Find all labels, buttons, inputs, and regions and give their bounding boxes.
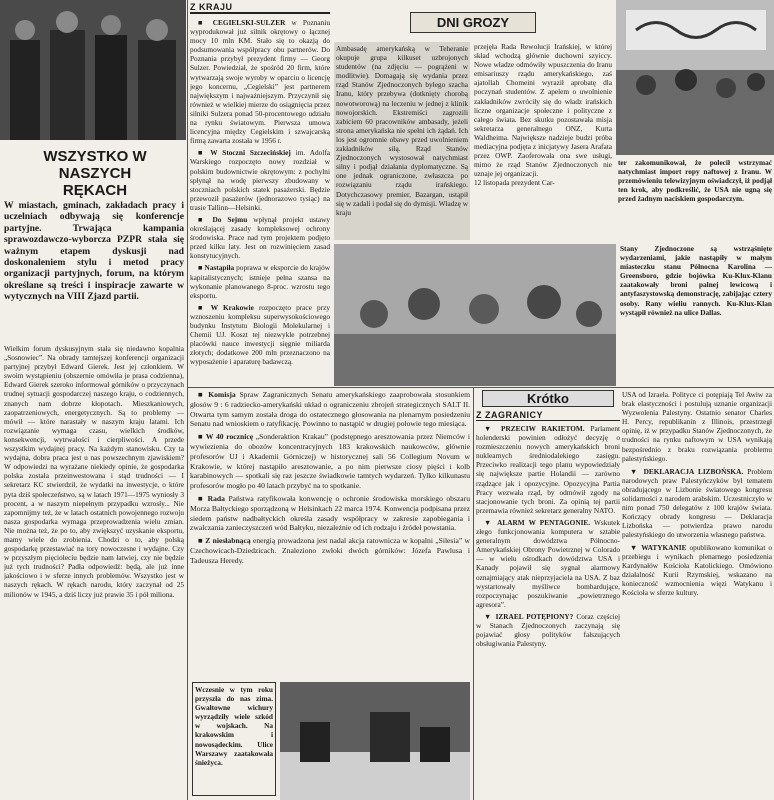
news-item-text: w Poznaniu wyprodukował już silnik okrętowy o łącznej mocy 10 mln KM. Stało się to okazją do podsumowania współpracy obu partnerów. Do Poznania przybył prezydent firmy — Georg Sulzer. Powiedział, że spośród 20 firm, które wytwarzają swoje wyroby w oparciu o licencję jego koncernu, „Cegielski” jest partnerem największym i najważniejszym. Przyczynił się również w wielkiej mierze do osiągnięcia przez silniki Sulzera ponad 50-procentowego udziału na rynku światowym. Pierwsza umowa licencyjna między Cegielskim i szwajcarską firmą zawarta została w 1956 r. bbox=[190, 18, 330, 146]
caption-right bbox=[620, 244, 772, 384]
grozy-col1 bbox=[334, 42, 470, 240]
krajo-column bbox=[190, 2, 330, 386]
photo-delegates-image bbox=[0, 0, 186, 140]
grozy-col3-text: ter zakomunikował, że polecił wstrzymać natychmiast import ropy naftowej z Iranu. W przemówieniu telewizyjnym oświadczył, iż podjął ten krok, aby podkreślić, że USA nie ugną się przed żadnym naciskiem gospodarczym. bbox=[618, 158, 772, 204]
news-item-lead: ■ Rada bbox=[198, 493, 225, 503]
news-item-text: rozpoczęto prace przy wznoszeniu kompleksu superwysokościowego budynku Instytutu Biologii Molekularnej i Chemii UJ. Koszt tej niezwykle potrzebnej placówki nauce inwestycji sięgnie miliarda złotych; dodatkowe 200 mln przeznaczono na wyposażenie i aparaturę badawczą. bbox=[190, 302, 330, 367]
photo-demonstrators-image bbox=[616, 0, 774, 155]
photo-demonstrators bbox=[616, 0, 774, 155]
news-item-lead: ▼ IZRAEL POTĘPIONY? bbox=[484, 611, 574, 621]
krotko-col2-block bbox=[622, 390, 772, 800]
news-item-text: poprawa w eksporcie do krajów kapitalistycznych; istnieje pełna szansa na wykonanie planowanego 8-proc. wzrostu tego eksportu. bbox=[190, 263, 330, 300]
weather-caption bbox=[192, 682, 276, 796]
news-item bbox=[476, 612, 620, 648]
news-item bbox=[190, 432, 470, 491]
grozy-col2 bbox=[474, 42, 612, 240]
weather-text: Wczesnie w tym roku przyszła do nas zima. Gwałtowne wichury wyrządziły wiele szkód w wojskach. Na krakowskim i nowosądeckim. Ulice Warszawy zaatakowała śnieżyca. bbox=[195, 685, 273, 767]
krajo-items bbox=[190, 18, 330, 366]
news-item-lead: ▼ DEKLARACJA LIZBOŃSKA. bbox=[630, 466, 744, 476]
news-item bbox=[190, 148, 330, 212]
caption-right-text: Stany Zjednoczone są wstrząśnięte wydarzeniami, jakie nastąpiły w małym miasteczku stanu Północna Karolina — Greensboro, gdzie bojówka Ku-Klux-Klanu zaatakowały broni palnej lewicową i antyfaszystowską demonstrację, zabijając cztery osoby. Rany wieliu rannych. Ku-Klux-Klan wystąpił również na ulice Dallas. bbox=[620, 244, 772, 317]
news-item-lead: ■ Nastąpiła bbox=[198, 263, 235, 273]
news-item bbox=[190, 18, 330, 145]
grozy-headline: DNI GROZY bbox=[410, 12, 536, 33]
news-item-text: Państwa ratyfikowała konwencję o ochronie środowiska morskiego obszaru Morza Bałtyckiego sporządzoną w Helsinkach 22 marca 1974. Konwencja podpisana przez siedem państw nadbałtyckich określa zasady współpracy w zakresie zapobiegania i zwalczania zanieczyszczeń wód Bałtyku, niezależnie od ich rodzaju i źródeł powstania. bbox=[190, 493, 470, 533]
news-item bbox=[476, 424, 620, 515]
news-item-text: energią prowadzona jest nadal akcja ratownicza w kopalni „Silesia” w Czechowicach-Dziedzicach. Znaleziono zwłoki dwóch górników: Józefa Pawlusa i Tadeusza Heredy. bbox=[190, 536, 470, 565]
grozy-date: 12 listopada prezydent Car- bbox=[474, 178, 555, 188]
news-item bbox=[190, 494, 470, 533]
grozy-col2-text: przejęła Rada Rewolucji Irańskiej, w której skład wchodzą głównie duchowni szyiccy. Nowe władze odmówiły wpuszczenia do Iranu emisariuszy rządu amerykańskiego, zaś ajatollah Chomeini wyraził aprobatę dla poczynań studentów. Z apelem o uwolnienie zakładników zwróciły się do władz irańskich liczne organizacje społeczne i polityczne z całego świata. Bez skutku pozostawała misja sekretarza generalnego ONZ, Kurta Waldheima. Największe nadzieje budzi próba mediacyjna podjęta z inicjatywy Jasera Arafata przez OWP. Zaoferowała ona swe usługi, mimo że rząd Stanów Zjednoczonych nie uznaje jej organizacji. bbox=[474, 42, 612, 179]
photo-delegates bbox=[0, 0, 186, 140]
news-item-text: Wskutek złego funkcjonowania komputera w sztabie generalnym dowództwa Północno-Amerykańskiej Obrony Powietrznej w Colorado — w wielu ośrodkach dowództwa USA i Kanady pojawił się sygnał alarmowy oznajmiający atak nieprzyjaciela na USA. Z baz wystartowały myśliwce bombardujące, rozpoczynając poszukiwanie „powietrznego agresora”. bbox=[476, 517, 620, 609]
news-item-text: Parlament holenderski powinien odłożyć decyzję o rozmieszczeniu nowych amerykańskich broni nuklearnych średniodalekiego zasięgu. Przeciwko realizacji tego planu wypowiedziały się największe partie Holandii — zarówno rządzące jak i opozycyjne. Opozycyjna Partia Pracy wezwała rząd, by odmówił zgody na stacjonowanie tych broni. Za opinią tej partii przemawia również sekretarz generalny NATO. bbox=[476, 424, 620, 515]
news-item-lead: ■ Z niesłabnącą bbox=[198, 536, 251, 546]
news-item-lead: ■ Komisja bbox=[198, 390, 236, 399]
news-item bbox=[622, 467, 772, 540]
photo-crowd-image bbox=[334, 244, 616, 386]
news-item-text: „Sonderaktion Krakau” (podstępnego aresztowania przez Niemców i wywiezienia do obozów koncentracyjnych 183 krakowskich naukowców, głównie profesorów UJ i Akademii Górniczej) w historycznej sali 56 Collegium Novum w Krakowie, w której nastąpiło aresztowanie, a po nim pierwsze ciosy pięści i kolb karabinowych — spotkali się raz jeszcze świadkowie tamtych wydarzeń. Tylko kilkunastu profesorów mogło po 40 latach przybyć na to spotkanie. bbox=[190, 432, 470, 491]
krotko-header: Krótko bbox=[482, 390, 614, 407]
left-lead bbox=[4, 200, 184, 303]
krajo-header: Z KRAJU bbox=[190, 2, 330, 14]
news-item-text: im. Adolfa Warskiego rozpoczęto nowy rozdział w polskim budownictwie okrętowym: z pochylni spłynął na wodę pierwszy zbudowany w stoczniach polskich statek pasażerski. Będzie przewoził pasażerów (jednorazowo tysiąc) na trasie Tallinn—Helsinki. bbox=[190, 148, 330, 212]
left-headline-text: WSZYSTKO W NASZYCH RĘKACH bbox=[43, 148, 147, 199]
news-item bbox=[622, 543, 772, 598]
left-headline bbox=[30, 148, 160, 199]
photo-crowd bbox=[334, 244, 616, 386]
news-item bbox=[190, 263, 330, 299]
news-item-text: wpłynął projekt ustawy określającej zasady kompleksowej ochrony środowiska. Prace nad tym projektem podjęto przed kilku laty. Jest on rozwinięciem zasad konstytucyjnych. bbox=[190, 214, 330, 261]
news-item-lead: ■ W Stoczni Szczecińskiej bbox=[198, 148, 291, 158]
news-item bbox=[190, 303, 330, 367]
news-item-lead: ■ W 40 rocznicę bbox=[198, 432, 254, 442]
news-item-text: Spraw Zagranicznych Senatu amerykańskiego zaaprobowała stosunkiem głosów 9 : 6 radziecko-amerykański układ o ograniczeniu zbrojeń strategicznych SALT II. Otwarta tym samym została droga do ostatecznego głosowania na plenarnym posiedzeniu Senatu nad wnioskiem o ratyfikację. Powinno to nastąpić w drugiej połowie tego miesiąca. bbox=[190, 390, 470, 429]
news-item bbox=[190, 536, 470, 565]
krotko-block bbox=[476, 390, 620, 800]
photo-snow bbox=[280, 682, 470, 800]
senat-block bbox=[190, 390, 470, 680]
left-body-text: Wielkim forum dyskusyjnym stała się niedawno kopalnia „Sosnowiec”. Na obrady tamtejszej konferencji organizacji partyjnej przybył Edward Gierek. Jest jej członkiem. W swoim wystąpieniu (obszernie omówiła je prasa codzienna), Edward Gierek szeroko informował górników o przyczynach trudnej sytuacji gospodarczej naszego kraju, o codziennych, znanych nam dobrze kłopotach. Mieszkaniowych, zaopatrzeniowych, energetycznych. Są to problemy — mówił — które narastały w naszym kraju latami. Ich rozwiązanie wymaga czasu, wielkich środków, konsekwencji, wytrwałości i cierpliwości. A przede wszystkim wydajnej pracy. Na każdym stanowisku. Czy ta wydajna, dobra praca jest u nas powszechnym zjawiskiem? W odpowiedzi na wyrażane niekiedy opinie, że gospodarka polska została przeinwestowana i stąd trudności — I sekretarz KC stwierdził, że wydatki na inwestycje, o które pyta dziś społeczeństwo, są w latach 1971—1975 wyniosły 3 procent, a w naszym niepełnym przypadku wzrosły... Nie zapomnijmy też, że w latach ostatnich powojennego rozwoju nasza gospodarka wymaga przeprowadzenia wielu zmian. Nie można też, że po to, aby zwiększyć uzyskanie eksportu, mamy wiele do zrobienia. Chodzi o to, aby polską gospodarkę przestawiać na tory nowoczesne i wydajne. Czy w przyszłym pięcioleciu będzie nam łatwiej, czy nie będzie już tych trudności? Padła odpowiedź: będą, ale już inne jakościowo i w sferze innych problemów. Wszystko jest w naszych rękach. W rękach narodu, który zaczynał od 25 milionów w 1945, a dziś liczy już prawie 35 i pół miliona. bbox=[4, 344, 184, 599]
krotko-items2 bbox=[622, 467, 772, 597]
news-item bbox=[476, 518, 620, 609]
news-item bbox=[190, 215, 330, 260]
krotko-col2-text: USA od Izraela. Polityce ci potępiają Tel Awiw za brak elastyczności i postulują uznanie organizacji Wyzwolenia Palestyny. Ostatnio senator Charles H. Percy, republikanin z Illinois, przestrzegł opinię, iż w przypadku Stanów Zjednoczonych, że trudności na rynku naftowym w USA wynikają bezpośrednio z braku rozwiązania problemu palestyńskiego. bbox=[622, 390, 772, 463]
left-lead-text: W miastach, gminach, zakładach pracy i uczelniach odbywają się konferencje partyjne. Trwająca kampania sprawozdawczo-wyborcza PZPR stała się ważnym etapem dyskusji nad doskonaleniem stylu i metod pracy organizacji partyjnych, forum, na którym określane są treści i inspiracje zawarte w wytycznych na VIII Zjazd partii. bbox=[4, 200, 184, 303]
krotko-sub: Z ZAGRANICY bbox=[476, 410, 620, 421]
news-item-lead: ■ CEGIELSKI-SULZER bbox=[198, 18, 286, 27]
news-item-lead: ■ W Krakowie bbox=[198, 302, 254, 312]
news-item-text: Coraz częściej w Stanach Zjednoczonych zaczynają się pojawiać głosy polityków fałszujących obsługiwania Palestyny. bbox=[476, 611, 620, 649]
grozy-col3 bbox=[618, 158, 772, 240]
news-item-lead: ▼ PRZECIW RAKIETOM. bbox=[484, 424, 585, 433]
grozy-col1-text: Ambasadę amerykańską w Teheranie okupuje grupa kilkuset uzbrojonych studentów (na zdjęciu — pogrążeni w modlitwie). Domagają się wydania przez rząd Stanów Zjednoczonych byłego szacha Iranu, który przebywa (dotknięty chorobą nowotworową) na leczeniu w jednej z klinik nowojorskich. Ekstremiści zagrozili zabiciem 60 pracowników ambasady, jeżeli strona amerykańska nie spełni ich żądań. Ich los jest ogromnie obawy przed uwolnieniem zakładników siłą. Rząd Stanów Zjednoczonych wystosował natychmiast silny i podjął działania dyplomatyczne. Są one jednak ograniczone, zwłaszcza po rozwiązaniu rządu irańskiego. Dotychczasowy premier, Bazargan, ustąpił się w zadali i podał się do dymisji. Władzę w kraju bbox=[336, 44, 468, 217]
news-item-text: Problem narodowych praw Palestyńczyków był tematem obradującego w Lizbonie światowego kongresu solidarności z narodem arabskim. Uczestniczyło w nim ponad 750 delegatów z 100 krajów świata. Kończący obrady kongresu — Deklaracja Lizbońska — potwierdza prawo narodu palestyńskiego do utworzenia własnego państwa. bbox=[622, 466, 772, 540]
news-item-lead: ▼ ALARM W PENTAGONIE. bbox=[484, 517, 591, 527]
news-item-lead: ▼ WATYKANIE bbox=[630, 542, 687, 552]
news-item-text: opublikowano komunikat o przebiegu i wynikach plenarnego posiedzenia Kardynałów Kościoła Katolickiego. Omówiono działalność Kurii Rzymskiej, wskazano na konieczność wzmocnienia więzi Watykanu i Kościoła w sferze kultury. bbox=[622, 542, 772, 597]
krotko-items bbox=[476, 424, 620, 648]
krotko-col2 bbox=[622, 390, 772, 463]
news-item-lead: ■ Do Sejmu bbox=[198, 214, 248, 224]
photo-snow-image bbox=[280, 682, 470, 800]
left-body bbox=[4, 344, 184, 800]
news-item bbox=[190, 390, 470, 429]
grozy-box bbox=[334, 2, 612, 240]
